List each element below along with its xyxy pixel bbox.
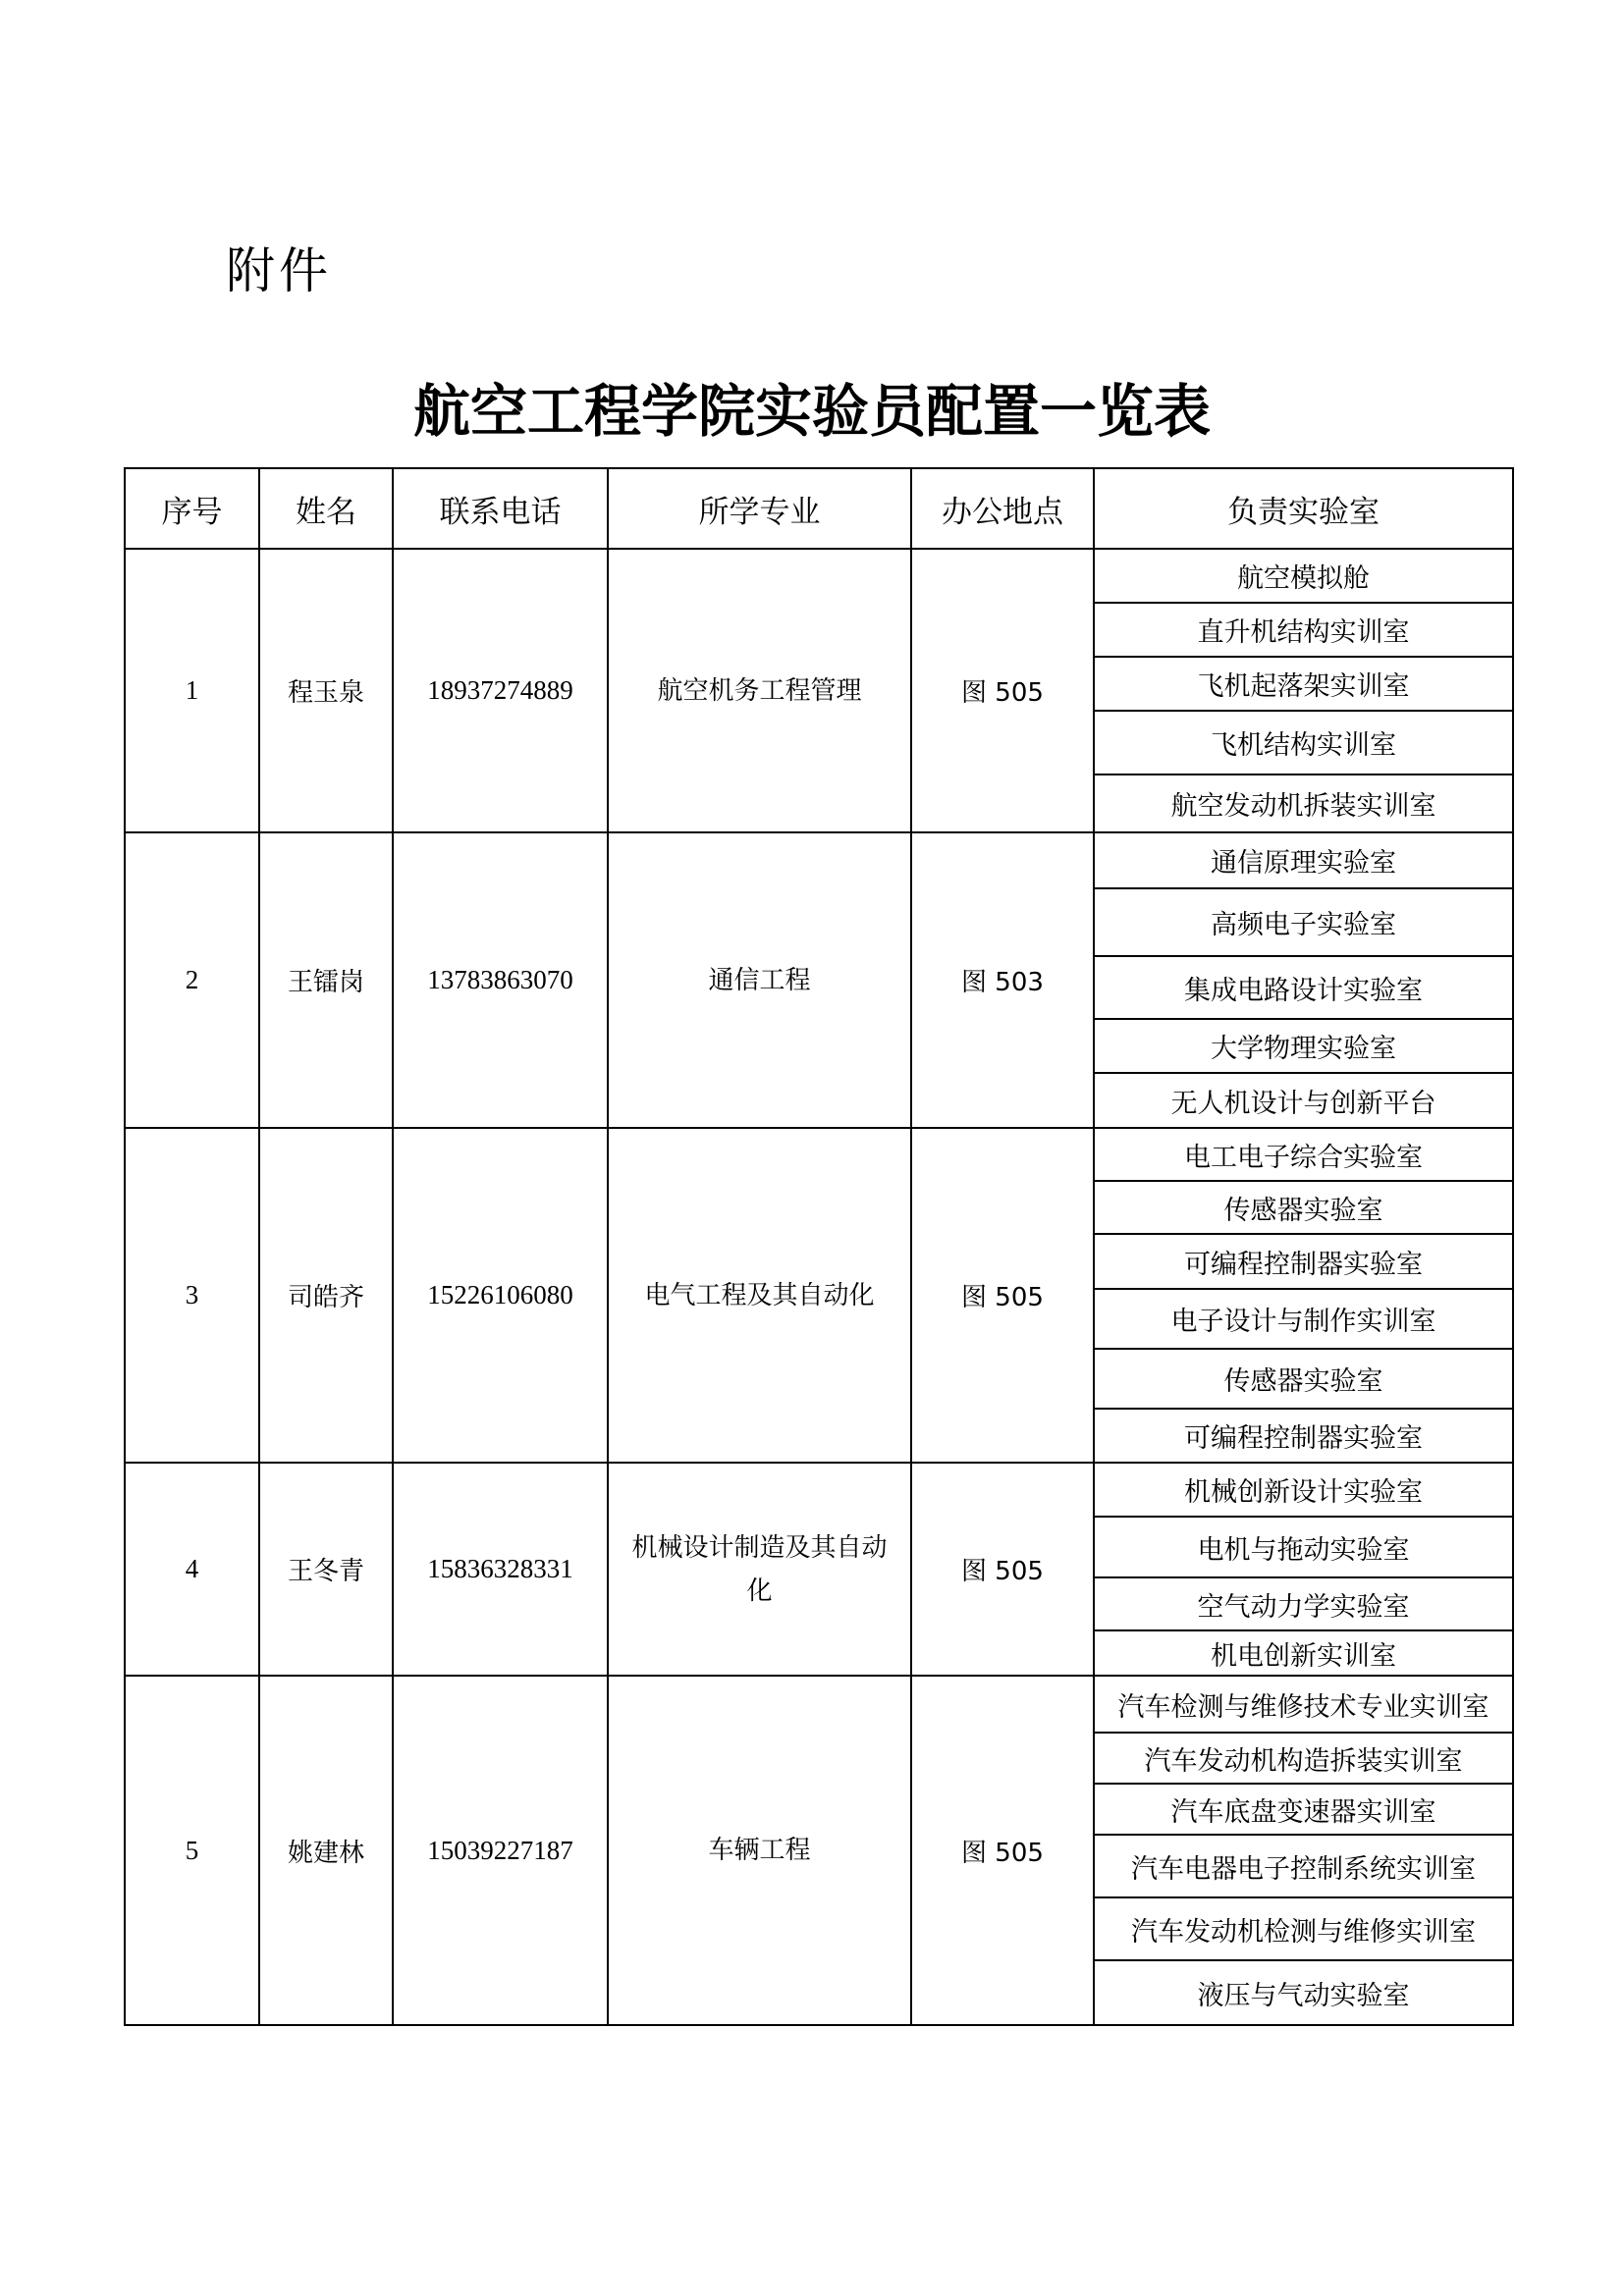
header-office: 办公地点 <box>911 468 1094 549</box>
cell-no: 1 <box>125 549 259 832</box>
table-row <box>125 1128 1513 1181</box>
cell-lab: 航空发动机拆装实训室 <box>1094 774 1513 832</box>
cell-no: 5 <box>125 1676 259 2025</box>
header-name: 姓名 <box>259 468 393 549</box>
cell-lab: 集成电路设计实验室 <box>1094 956 1513 1019</box>
cell-lab: 电工电子综合实验室 <box>1094 1128 1513 1181</box>
cell-lab: 飞机结构实训室 <box>1094 711 1513 774</box>
staff-table <box>124 467 1514 2026</box>
cell-phone: 18937274889 <box>393 549 608 832</box>
cell-lab: 大学物理实验室 <box>1094 1019 1513 1073</box>
cell-major: 电气工程及其自动化 <box>608 1128 911 1463</box>
cell-lab: 机电创新实训室 <box>1094 1630 1513 1676</box>
cell-office: 图 505 <box>911 1676 1094 2025</box>
cell-phone: 15836328331 <box>393 1463 608 1676</box>
cell-major: 航空机务工程管理 <box>608 549 911 832</box>
cell-major: 机械设计制造及其自动化 <box>608 1463 911 1676</box>
table-header-row <box>125 468 1513 549</box>
cell-lab: 电子设计与制作实训室 <box>1094 1289 1513 1349</box>
cell-lab: 机械创新设计实验室 <box>1094 1463 1513 1517</box>
cell-lab: 传感器实验室 <box>1094 1349 1513 1409</box>
cell-office: 图 505 <box>911 549 1094 832</box>
cell-office: 图 505 <box>911 1463 1094 1676</box>
cell-lab: 可编程控制器实验室 <box>1094 1234 1513 1289</box>
cell-office: 图 503 <box>911 832 1094 1128</box>
cell-name: 程玉泉 <box>259 549 393 832</box>
attachment-label: 附件 <box>226 242 332 299</box>
document-title: 航空工程学院实验员配置一览表 <box>412 378 1211 445</box>
cell-lab: 液压与气动实验室 <box>1094 1960 1513 2025</box>
cell-major: 通信工程 <box>608 832 911 1128</box>
cell-lab: 汽车电器电子控制系统实训室 <box>1094 1835 1513 1897</box>
cell-phone: 15039227187 <box>393 1676 608 2025</box>
cell-name: 王镭岗 <box>259 832 393 1128</box>
table-row <box>125 1676 1513 1733</box>
cell-lab: 空气动力学实验室 <box>1094 1577 1513 1630</box>
cell-lab: 航空模拟舱 <box>1094 549 1513 603</box>
staff-table-body <box>125 549 1513 2025</box>
table-row <box>125 832 1513 888</box>
cell-no: 4 <box>125 1463 259 1676</box>
cell-lab: 直升机结构实训室 <box>1094 603 1513 657</box>
cell-no: 2 <box>125 832 259 1128</box>
cell-lab: 通信原理实验室 <box>1094 832 1513 888</box>
cell-no: 3 <box>125 1128 259 1463</box>
cell-lab: 汽车发动机构造拆装实训室 <box>1094 1733 1513 1784</box>
header-major: 所学专业 <box>608 468 911 549</box>
cell-lab: 高频电子实验室 <box>1094 888 1513 956</box>
cell-name: 姚建林 <box>259 1676 393 2025</box>
cell-lab: 无人机设计与创新平台 <box>1094 1073 1513 1128</box>
cell-name: 司皓齐 <box>259 1128 393 1463</box>
cell-lab: 汽车发动机检测与维修实训室 <box>1094 1897 1513 1960</box>
cell-phone: 15226106080 <box>393 1128 608 1463</box>
header-no: 序号 <box>125 468 259 549</box>
cell-lab: 传感器实验室 <box>1094 1181 1513 1234</box>
header-phone: 联系电话 <box>393 468 608 549</box>
cell-lab: 汽车底盘变速器实训室 <box>1094 1784 1513 1835</box>
table-row <box>125 1463 1513 1517</box>
cell-major: 车辆工程 <box>608 1676 911 2025</box>
cell-lab: 电机与拖动实验室 <box>1094 1517 1513 1577</box>
cell-lab: 汽车检测与维修技术专业实训室 <box>1094 1676 1513 1733</box>
cell-office: 图 505 <box>911 1128 1094 1463</box>
table-row <box>125 549 1513 603</box>
cell-lab: 飞机起落架实训室 <box>1094 657 1513 711</box>
header-labs: 负责实验室 <box>1094 468 1513 549</box>
cell-name: 王冬青 <box>259 1463 393 1676</box>
cell-phone: 13783863070 <box>393 832 608 1128</box>
cell-lab: 可编程控制器实验室 <box>1094 1409 1513 1463</box>
